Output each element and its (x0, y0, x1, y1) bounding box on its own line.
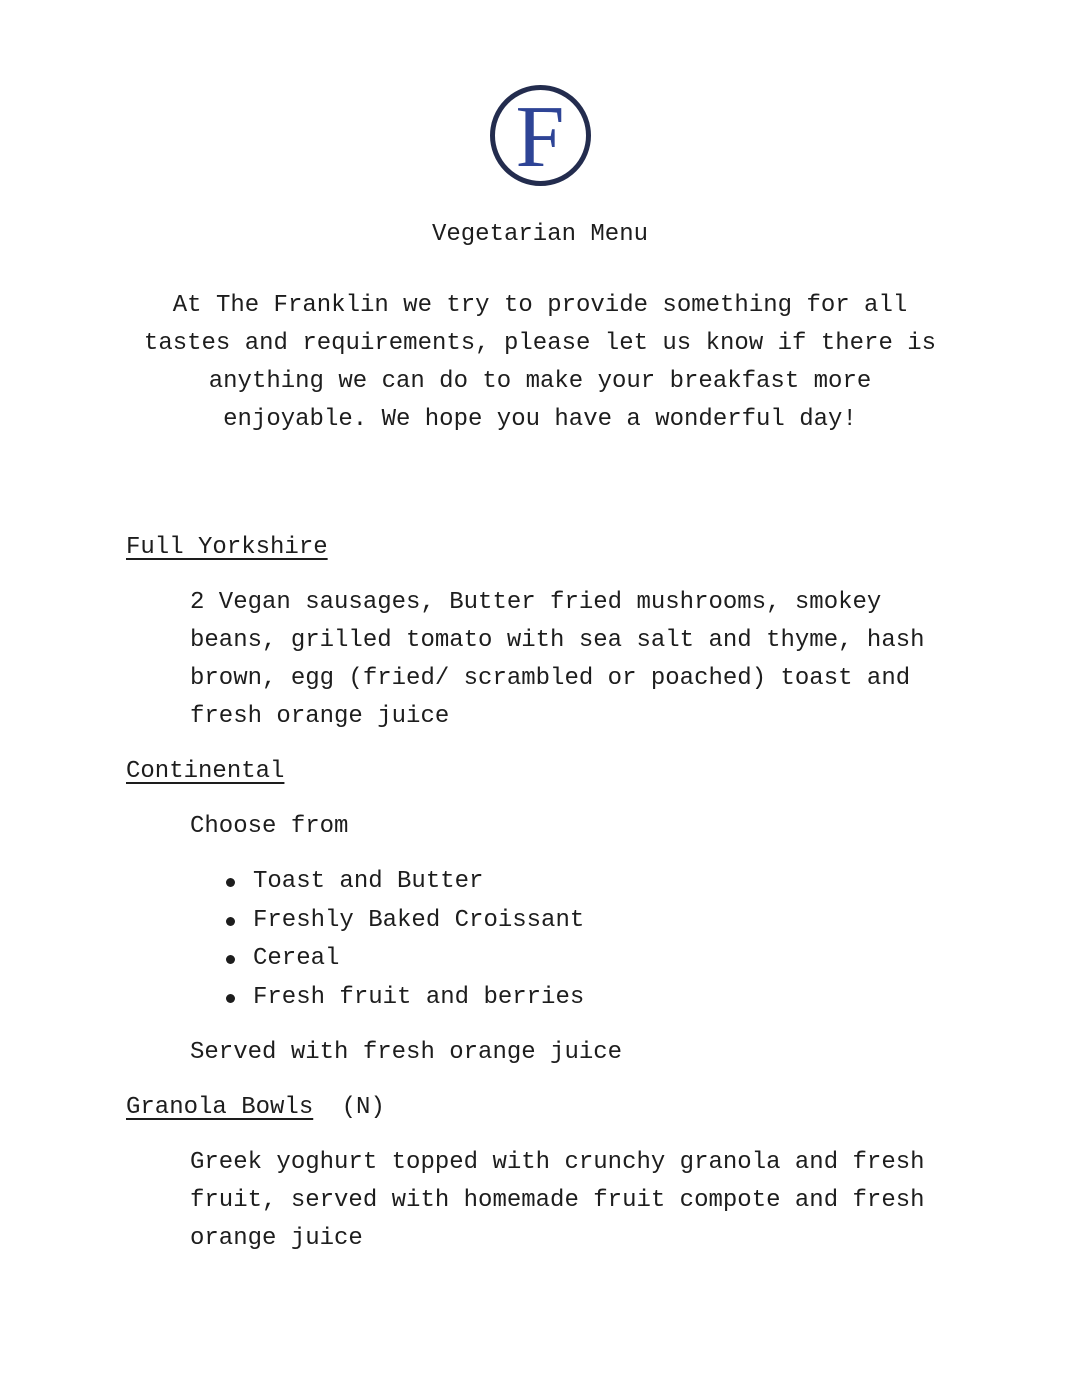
logo-container (0, 0, 1080, 186)
full-yorkshire-heading-text: Full Yorkshire (126, 534, 328, 561)
section-full-yorkshire (126, 529, 1080, 736)
continental-note: Served with fresh orange juice (190, 1039, 623, 1066)
granola-bowls-description: Greek yoghurt topped with crunchy granola and fresh fruit, served with homemade fruit compote and fresh orange juice (190, 1149, 925, 1252)
page-title: Vegetarian Menu (431, 221, 649, 248)
bullet-icon (226, 955, 235, 964)
option-label: Fresh fruit and berries (253, 983, 585, 1011)
bullet-icon (226, 917, 235, 926)
section-continental (126, 753, 1080, 1072)
continental-lead: Choose from (190, 813, 349, 840)
option-label: Toast and Butter (253, 868, 484, 895)
full-yorkshire-heading (126, 529, 1080, 567)
list-item (126, 979, 1080, 1018)
bullet-icon (226, 878, 235, 887)
section-granola-bowls (126, 1089, 1080, 1258)
granola-bowls-heading (126, 1089, 1080, 1127)
list-item (126, 940, 1080, 979)
option-label: Cereal (253, 945, 340, 972)
continental-heading-text: Continental (126, 758, 285, 785)
bullet-icon (226, 994, 235, 1003)
list-item (126, 902, 1080, 941)
list-item (126, 863, 1080, 902)
option-label: Freshly Baked Croissant (253, 906, 585, 934)
intro-paragraph: At The Franklin we try to provide something for all tastes and requirements, please let us know if there is anything we can do to make your breakfast more enjoyable. We hope you have a wonderful day! (143, 292, 937, 433)
granola-bowls-heading-text: Granola Bowls (126, 1094, 314, 1121)
full-yorkshire-description: 2 Vegan sausages, Butter fried mushrooms, smokey beans, grilled tomato with sea salt and thyme, hash brown, egg (fried/ scrambled or poached) toast and fresh orange juice (190, 589, 925, 730)
dietary-note-nuts: (N) (341, 1094, 385, 1121)
menu-sections (0, 529, 1080, 1258)
continental-options-list (126, 863, 1080, 1017)
continental-heading (126, 753, 1080, 791)
franklin-logo-icon (490, 85, 591, 186)
logo-letter: F (515, 88, 565, 186)
